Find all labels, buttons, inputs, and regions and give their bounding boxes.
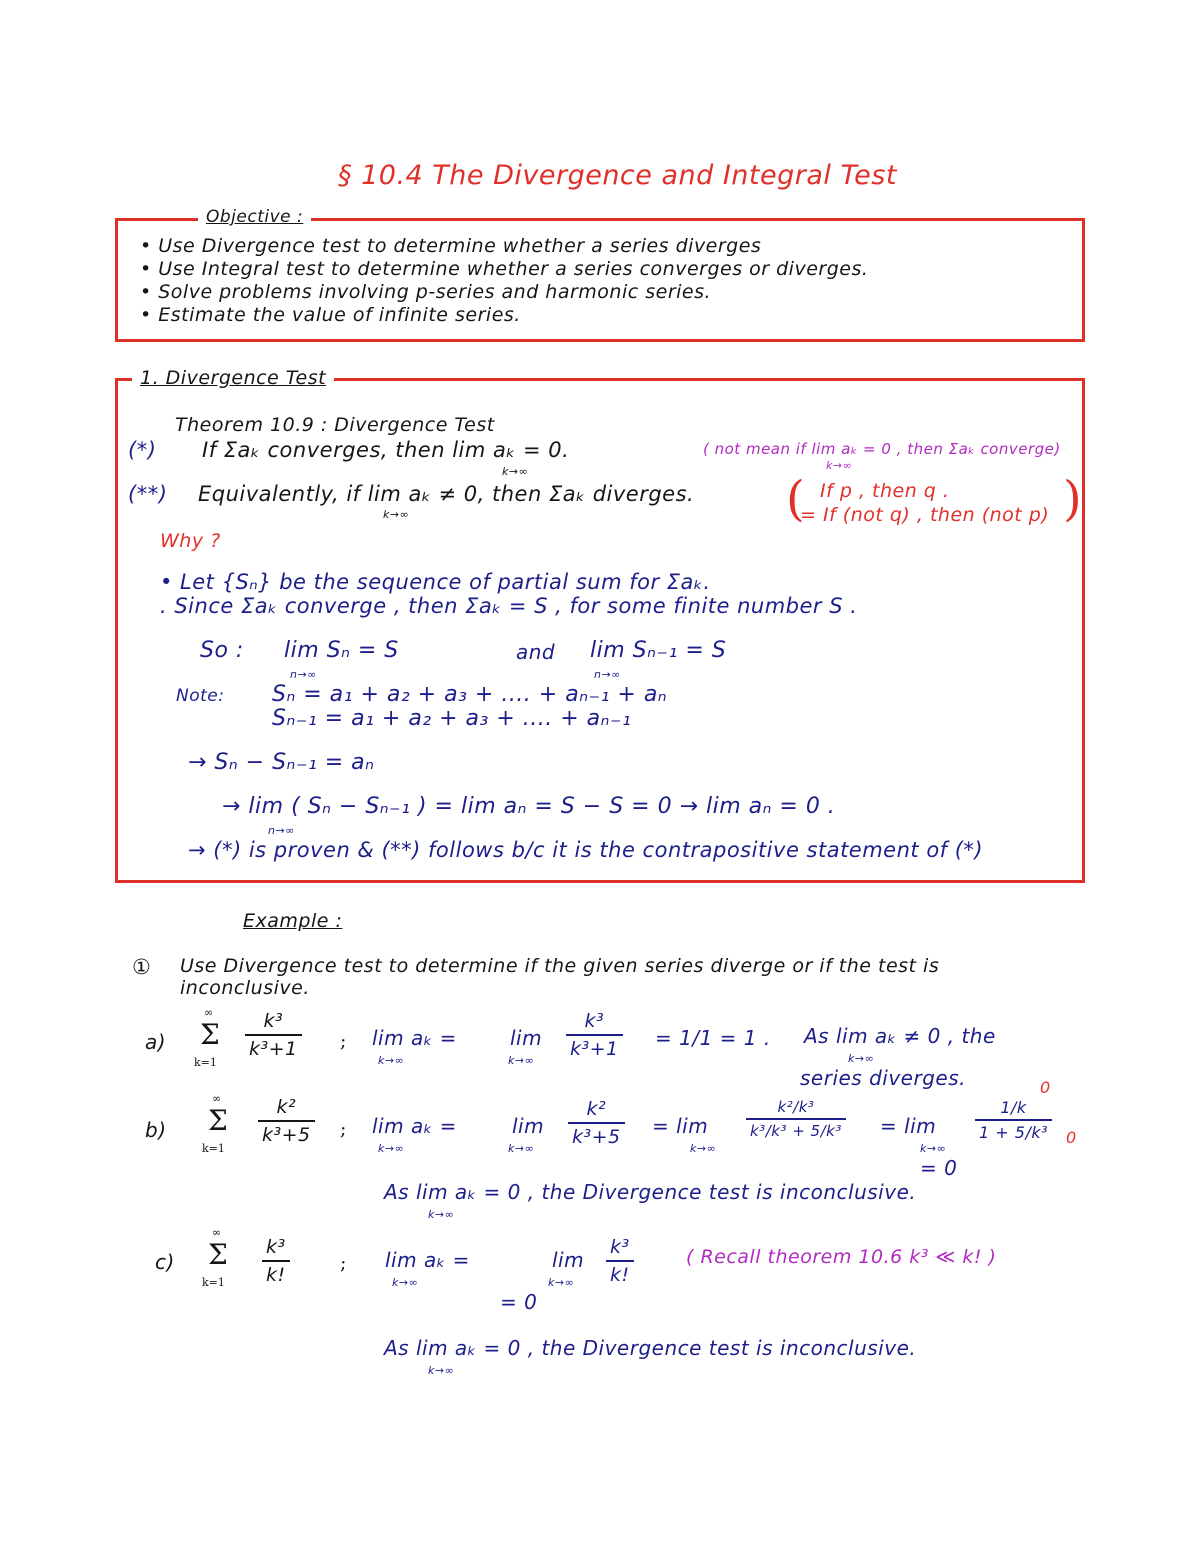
question-text-2: inconclusive. (180, 977, 310, 999)
denominator: k! (610, 1264, 630, 1286)
part-b-arrow-mark: 0 (1040, 1078, 1051, 1097)
part-a-sub-1: k→∞ (378, 1054, 405, 1067)
note-sn-1: Sₙ₋₁ = a₁ + a₂ + a₃ + .... + aₙ₋₁ (272, 706, 632, 731)
sum-lower: k=1 (202, 1142, 225, 1155)
numerator: k² (586, 1098, 607, 1120)
star1-note: ( not mean if lim aₖ = 0 , then Σaₖ converge) (703, 440, 1061, 458)
star1-statement: If Σaₖ converges, then lim aₖ = 0. (202, 438, 570, 462)
part-b-label: b) (145, 1118, 167, 1142)
section-heading: 1. Divergence Test (132, 367, 334, 389)
denominator: k³+1 (249, 1038, 298, 1060)
why-question: Why ? (160, 530, 221, 552)
numerator: k³ (263, 1010, 284, 1032)
part-c-limit-fraction (606, 1236, 634, 1286)
semicolon: ; (340, 1118, 347, 1140)
part-c-label: c) (155, 1250, 175, 1274)
conclusion-line: → (*) is proven & (**) follows b/c it is the contrapositive statement of (*) (188, 838, 984, 862)
so-subscript-1: n→∞ (290, 668, 317, 681)
part-b-limit-3: = lim (652, 1114, 709, 1138)
part-a-conclusion-sub: k→∞ (848, 1052, 875, 1065)
part-b-simplified-fraction (975, 1098, 1052, 1142)
question-text: Use Divergence test to determine if the given series diverge or if the test is (180, 955, 940, 977)
objective-heading: Objective : (198, 207, 311, 227)
semicolon: ; (340, 1030, 347, 1052)
part-c-sub-1: k→∞ (392, 1276, 419, 1289)
part-a-limit: lim aₖ = (372, 1026, 457, 1050)
denominator: k³+1 (570, 1038, 619, 1060)
contrapositive-bracket-right: ) (1063, 471, 1082, 527)
part-a-conclusion-2: series diverges. (800, 1066, 966, 1090)
part-a-result: = 1/1 = 1 . (655, 1026, 771, 1050)
part-b-sub-4: k→∞ (920, 1142, 947, 1155)
part-c-sub-2: k→∞ (548, 1276, 575, 1289)
denominator: k³+5 (262, 1124, 311, 1146)
part-b-limit-fraction (568, 1098, 625, 1148)
difference-line: → Sₙ − Sₙ₋₁ = aₙ (188, 750, 375, 775)
part-b-term (258, 1096, 315, 1146)
page-title: § 10.4 The Divergence and Integral Test (338, 160, 897, 191)
star1-limit-subscript: k→∞ (502, 465, 529, 478)
part-c-recall-note: ( Recall theorem 10.6 k³ ≪ k! ) (686, 1246, 997, 1268)
part-b-sub-3: k→∞ (690, 1142, 717, 1155)
denominator: k³/k³ + 5/k³ (750, 1122, 842, 1140)
part-c-sum: Σ ∞ k=1 (202, 1226, 228, 1289)
part-a-limit-2: lim (510, 1026, 543, 1050)
star1-tag: (*) (128, 438, 157, 462)
part-b-limit-2: lim (512, 1114, 545, 1138)
objective-item: • Estimate the value of infinite series. (140, 304, 521, 326)
denominator: k! (266, 1264, 286, 1286)
part-c-limit-2: lim (552, 1248, 585, 1272)
part-b-divided-fraction (746, 1098, 846, 1140)
part-c-conclusion: As lim aₖ = 0 , the Divergence test is inconclusive. (384, 1336, 917, 1360)
so-label: So : (200, 638, 244, 663)
semicolon: ; (340, 1252, 347, 1274)
star2-statement: Equivalently, if lim aₖ ≠ 0, then Σaₖ diverges. (198, 482, 695, 506)
so-subscript-2: n→∞ (594, 668, 621, 681)
theorem-title: Theorem 10.9 : Divergence Test (175, 414, 495, 436)
so-limit-sn-1: lim Sₙ₋₁ = S (590, 638, 727, 663)
part-b-conclusion-sub: k→∞ (428, 1208, 455, 1221)
part-a-sub-2: k→∞ (508, 1054, 535, 1067)
part-b-limit-4: = lim (880, 1114, 937, 1138)
part-b-conclusion: As lim aₖ = 0 , the Divergence test is inconclusive. (384, 1180, 917, 1204)
part-c-conclusion-sub: k→∞ (428, 1364, 455, 1377)
numerator: k³ (610, 1236, 630, 1258)
star2-tag: (**) (128, 482, 168, 506)
numerator: 1/k (1000, 1098, 1027, 1117)
numerator: k³ (266, 1236, 286, 1258)
part-a-conclusion: As lim aₖ ≠ 0 , the (804, 1024, 996, 1048)
proof-line-2: . Since Σaₖ converge , then Σaₖ = S , for some finite number S . (160, 594, 858, 618)
objective-item: • Use Integral test to determine whether a series converges or diverges. (140, 258, 869, 280)
sum-upper: ∞ (212, 1226, 222, 1239)
contrapositive-line2: = If (not q) , then (not p) (800, 504, 1050, 526)
so-limit-sn: lim Sₙ = S (284, 638, 399, 663)
part-a-label: a) (145, 1030, 167, 1054)
objective-item: • Use Divergence test to determine whether a series diverges (140, 235, 762, 257)
limit-difference-line: → lim ( Sₙ − Sₙ₋₁ ) = lim aₙ = S − S = 0 → lim aₙ = 0 . (222, 794, 836, 819)
sum-lower: k=1 (202, 1276, 225, 1289)
part-a-limit-fraction (566, 1010, 623, 1060)
part-a-term (245, 1010, 302, 1060)
question-number: ① (132, 955, 152, 979)
part-b-zero: = 0 (920, 1156, 958, 1180)
part-b-sub-2: k→∞ (508, 1142, 535, 1155)
part-b-arrow-mark-2: 0 (1066, 1128, 1077, 1147)
limit-difference-subscript: n→∞ (268, 824, 295, 837)
denominator: 1 + 5/k³ (979, 1123, 1049, 1142)
sum-lower: k=1 (194, 1056, 217, 1069)
star2-limit-subscript: k→∞ (383, 508, 410, 521)
note-label: Note: (176, 686, 225, 706)
sum-upper: ∞ (204, 1006, 214, 1019)
proof-line-1: • Let {Sₙ} be the sequence of partial sum for Σaₖ. (160, 570, 711, 594)
part-c-limit: lim aₖ = (385, 1248, 470, 1272)
note-sn: Sₙ = a₁ + a₂ + a₃ + .... + aₙ₋₁ + aₙ (272, 682, 668, 707)
sum-upper: ∞ (212, 1092, 222, 1105)
part-c-term (262, 1236, 290, 1286)
numerator: k²/k³ (777, 1098, 815, 1116)
part-c-zero: = 0 (500, 1290, 538, 1314)
denominator: k³+5 (572, 1126, 621, 1148)
part-b-sum: Σ ∞ k=1 (202, 1092, 228, 1155)
part-b-limit: lim aₖ = (372, 1114, 457, 1138)
part-a-sum: Σ ∞ k=1 (194, 1006, 220, 1069)
note1-subscript: k→∞ (826, 459, 853, 472)
numerator: k³ (584, 1010, 605, 1032)
contrapositive-bracket: ( (786, 471, 805, 527)
part-b-sub-1: k→∞ (378, 1142, 405, 1155)
contrapositive-line1: If p , then q . (820, 480, 950, 502)
so-and: and (516, 640, 556, 664)
objective-item: • Solve problems involving p-series and harmonic series. (140, 281, 712, 303)
numerator: k² (276, 1096, 297, 1118)
example-heading: Example : (243, 910, 343, 932)
